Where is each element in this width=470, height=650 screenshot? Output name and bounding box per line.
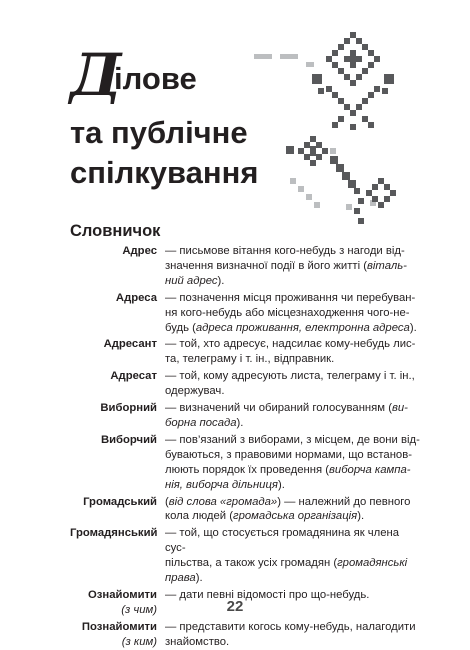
glossary-list — [70, 244, 420, 650]
glossary-entry — [70, 433, 420, 493]
definition-text: — той, кому адресують листа, телеграму і т. ін., — [165, 370, 415, 383]
term-cell — [70, 433, 165, 493]
definition-text: знайомство. — [165, 635, 230, 648]
title-line-1: ілове — [114, 61, 197, 96]
term-cell — [70, 291, 165, 336]
definition-line — [165, 274, 420, 289]
term-cell — [70, 401, 165, 431]
definition-line — [165, 463, 420, 478]
definition-text: — дати певні відомості про що-небудь. — [165, 588, 370, 601]
term-cell — [70, 620, 165, 650]
definition-text: ). — [277, 478, 285, 491]
glossary-entry — [70, 244, 420, 289]
definition — [165, 244, 420, 289]
term-note: (з чим) — [121, 603, 157, 616]
definition-text: — той, хто адресує, надсилає кому-небудь лис- — [165, 338, 416, 351]
definition-text: та, телеграму і т. ін., відправник. — [165, 353, 335, 366]
glossary-entry — [70, 495, 420, 525]
definition-text: — пов’язаний з виборами, з місцем, де вони від- — [165, 433, 420, 446]
term-word: Ознайомити — [88, 588, 157, 601]
definition-line — [165, 337, 420, 352]
definition-text: — позначення місця проживання чи перебуван- — [165, 291, 416, 304]
glossary-entry — [70, 620, 420, 650]
definition-text: ня кого-небудь або місцезнаходження чого-не- — [165, 306, 410, 319]
definition-line — [165, 321, 420, 336]
definition — [165, 337, 420, 367]
definition-text: буваються, з правовими нормами, що встанов- — [165, 448, 412, 461]
term-word: Виборний — [100, 402, 157, 415]
term-cell — [70, 244, 165, 289]
definition-line — [165, 620, 420, 635]
definition-line — [165, 416, 420, 431]
definition-example: ний адрес — [165, 274, 218, 287]
glossary-entry — [70, 369, 420, 399]
definition-line — [165, 556, 420, 571]
definition-text: ). — [195, 572, 203, 585]
definition-text: будь ( — [165, 321, 196, 334]
definition-example: ви- — [391, 402, 408, 415]
definition-line — [165, 433, 420, 448]
definition-text: ). — [236, 416, 244, 429]
definition — [165, 433, 420, 493]
definition-text: люють порядок їх проведення ( — [165, 463, 330, 476]
term-word: Адресат — [110, 370, 157, 383]
definition — [165, 620, 420, 650]
glossary-entry — [70, 401, 420, 431]
definition-line — [165, 369, 420, 384]
definition — [165, 401, 420, 431]
definition-example: віталь- — [367, 259, 407, 272]
definition-text: ). — [217, 274, 225, 287]
drop-cap-letter: Д — [70, 41, 120, 109]
term-word: Адрес — [122, 245, 157, 257]
definition-line — [165, 291, 420, 306]
term-cell — [70, 337, 165, 367]
definition-text: кола людей ( — [165, 510, 234, 523]
definition-example: борна посада — [165, 416, 237, 429]
definition-text: — письмове вітання кого-небудь з нагоди від- — [165, 245, 405, 257]
definition-example: від слова «громада» — [168, 495, 278, 508]
glossary-entry — [70, 526, 420, 586]
definition-line — [165, 571, 420, 586]
definition-line — [165, 306, 420, 321]
definition-text: — визначений чи обираний голосуванням ( — [165, 402, 392, 415]
term-cell — [70, 369, 165, 399]
definition-text: ) — належний до певного — [277, 495, 411, 508]
definition-example: нія, виборча дільниця — [165, 478, 278, 491]
definition-example: адреса проживання, електронна адреса — [195, 321, 410, 334]
definition — [165, 495, 420, 525]
definition-example: громадська організація — [233, 510, 358, 523]
definition-line — [165, 526, 420, 556]
page-number: 22 — [226, 598, 244, 615]
definition-example: громадянські — [337, 557, 408, 570]
definition-text: ( — [165, 495, 169, 508]
term-word: Адреса — [115, 291, 157, 304]
definition-text: значення визначної події в його житті ( — [165, 259, 367, 272]
term-note: (з ким) — [121, 635, 157, 648]
glossary-entry — [70, 337, 420, 367]
glossary-entry — [70, 291, 420, 336]
definition-line — [165, 478, 420, 493]
definition-line — [165, 635, 420, 650]
definition-text: пільства, а також усіх громадян ( — [165, 557, 338, 570]
definition-line — [165, 259, 420, 274]
term-word: Познайомити — [81, 620, 157, 633]
section-title: Словничок — [70, 222, 161, 240]
definition — [165, 526, 420, 586]
definition-line — [165, 495, 420, 510]
definition-line — [165, 352, 420, 367]
definition-line — [165, 384, 420, 399]
definition-text: ). — [357, 510, 365, 523]
ukrainian-embroidery-ornament-icon — [250, 28, 420, 228]
term-word: Громадянський — [70, 527, 158, 540]
term-cell — [70, 495, 165, 525]
definition-line — [165, 448, 420, 463]
definition — [165, 369, 420, 399]
definition-example: права — [165, 572, 196, 585]
definition-line — [165, 401, 420, 416]
title-line-3: спілкування — [70, 155, 259, 190]
term-cell — [70, 526, 165, 586]
definition — [165, 291, 420, 336]
title-line-2: та публічне — [70, 115, 248, 150]
definition-text: — представити когось кому-небудь, налагодити — [165, 620, 416, 633]
definition-example: виборча кампа- — [329, 463, 411, 476]
definition-line — [165, 509, 420, 524]
definition-text: — той, що стосується громадянина як члена сус- — [165, 527, 400, 555]
definition-text: одержувач. — [165, 385, 225, 398]
term-word: Виборчий — [100, 433, 157, 446]
term-word: Адресант — [103, 338, 157, 351]
definition-line — [165, 244, 420, 259]
definition-text: ). — [409, 321, 417, 334]
term-word: Громадський — [83, 495, 157, 508]
